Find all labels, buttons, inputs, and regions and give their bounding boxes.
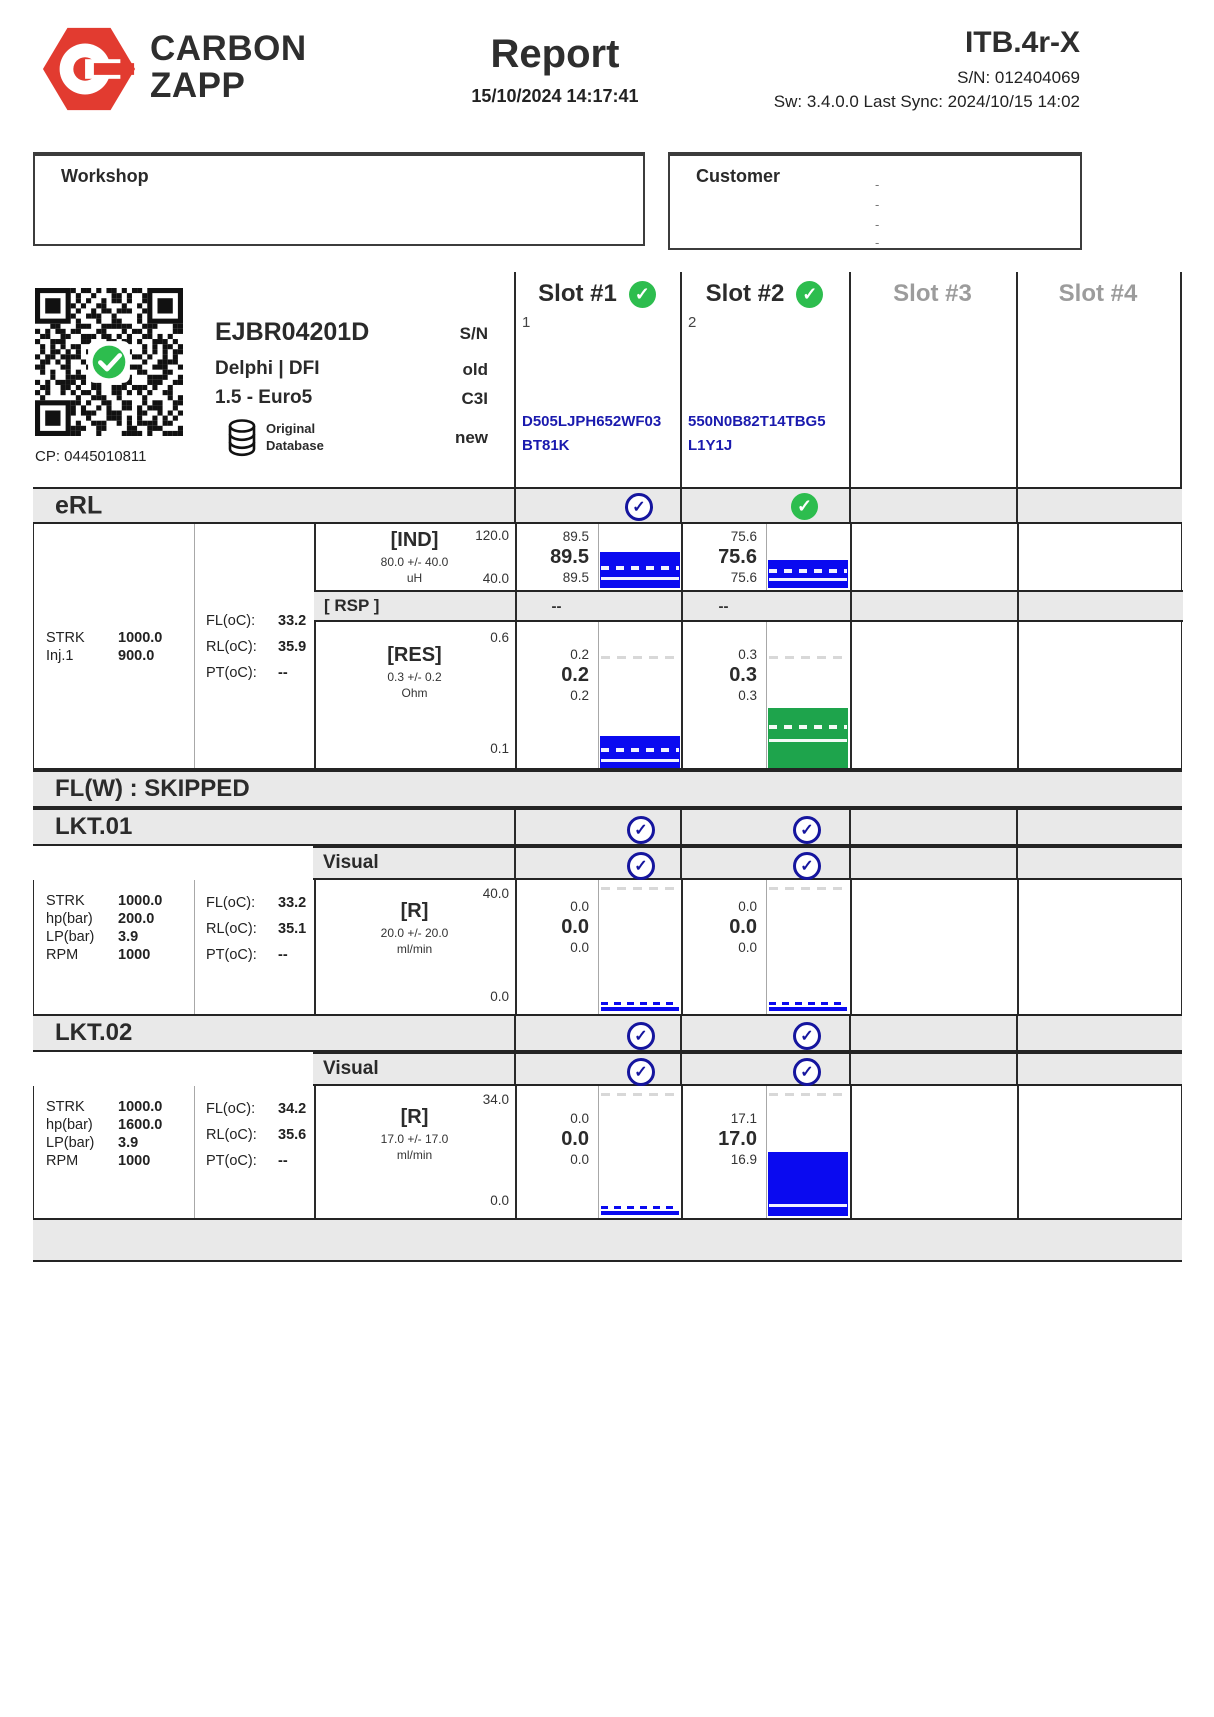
lkt02-visual-label: Visual [323,1058,379,1079]
check-icon: ✓ [796,281,823,308]
customer-label: Customer [696,166,781,186]
slot1-index: 1 [522,314,531,331]
divider [766,524,767,768]
lkt02-r-label: [R] [400,1106,429,1128]
divider [849,810,851,844]
lkt01-stroke-params: STRK 1000.0 hp(bar) 200.0 LP(bar) 3.9 RPM 1000 [46,893,163,963]
rsp-band [314,590,1183,622]
check-icon: ✓ [627,1022,655,1050]
lkt02-temp-params: FL(oC): 34.2 RL(oC): 35.6 PT(oC): -- [206,1101,307,1169]
divider [514,810,516,844]
check-icon: ✓ [793,816,821,844]
res-label: [RES] [387,644,442,666]
divider [680,810,682,844]
rsp-label: [ RSP ] [324,596,380,615]
lkt01-r-scale-min: 0.0 [490,989,509,1004]
divider [598,880,599,1014]
section-flw-title: FL(W) : SKIPPED [55,775,250,802]
divider [850,880,852,1014]
divider [1016,489,1018,522]
customer-field-mark: - [875,197,880,212]
database-icon [226,418,258,458]
lkt02-slot1-values: 0.0 0.0 0.0 [561,1111,589,1167]
slot3-header: Slot #3 [893,280,972,307]
divider [598,1086,599,1218]
lkt01-slot1-values: 0.0 0.0 0.0 [561,899,589,955]
lkt01-slot2-values: 0.0 0.0 0.0 [729,899,757,955]
divider [1016,1016,1018,1050]
lkt01-visual-label: Visual [323,852,379,873]
lkt01-temp-params: FL(oC): 33.2 RL(oC): 35.1 PT(oC): -- [206,895,307,963]
res-scale-min: 0.1 [490,741,509,756]
slot1-header: Slot #1 ✓ [514,280,680,308]
check-icon: ✓ [627,816,655,844]
divider [1016,848,1018,878]
ind-unit: uH [406,571,423,585]
res-scale-max: 0.6 [490,630,509,645]
section-lkt02-title: LKT.02 [55,1019,133,1046]
report-datetime: 15/10/2024 14:17:41 [471,86,639,106]
section-erl-title: eRL [55,491,103,519]
lkt02-visual-band [313,1052,1182,1086]
section-lkt01-title: LKT.01 [55,813,133,840]
ind-scale-max: 120.0 [475,528,509,543]
footer-band [33,1218,1182,1262]
section-lkt02-header [33,1014,1182,1052]
erl-measurements [33,524,1182,770]
divider [766,1086,767,1218]
customer-field-mark: - [875,217,880,232]
database-label: Original Database [266,421,324,453]
injector-code: EJBR04201D [215,318,370,346]
ind-slot1-values: 89.5 89.5 89.5 [550,529,589,585]
divider [1017,524,1019,768]
divider [849,1054,851,1084]
device-serial: S/N: 012404069 [957,68,1080,87]
divider [766,880,767,1014]
lkt02-r-scale-max: 34.0 [482,1092,509,1107]
customer-box [668,152,1082,250]
lkt02-r-spec-cell [314,1086,515,1218]
divider [850,524,852,768]
lkt02-r-tolerance: 17.0 +/- 17.0 [380,1132,449,1146]
ind-slot2-values: 75.6 75.6 75.6 [718,529,757,585]
row-label-sn: S/N [459,324,488,343]
slot1-injector-id: D505LJPH652WF03 BT81K [522,413,662,454]
check-icon: ✓ [793,852,821,880]
divider [1017,592,1019,620]
check-icon: ✓ [627,852,655,880]
slot2-injector-id: 550N0B82T14TBG5 L1Y1J [688,413,826,454]
device-info-block [774,26,1080,112]
customer-field-mark: - [875,235,880,250]
lkt01-r-scale-max: 40.0 [482,886,509,901]
divider [1016,1054,1018,1084]
lkt01-slot1-bar [600,882,680,1012]
lkt01-r-spec-cell [314,880,515,1014]
ind-label: [IND] [390,529,439,551]
divider [514,848,516,878]
lkt01-slot2-bar [768,882,848,1012]
check-icon: ✓ [625,493,653,521]
divider [680,1054,682,1084]
qr-code [35,288,183,436]
injector-class: 1.5 - Euro5 [215,387,313,408]
injector-slots-block [33,272,1182,487]
slot2-header: Slot #2 ✓ [680,280,849,308]
section-lkt01-header [33,808,1182,846]
customer-field-mark: - [875,177,880,192]
device-software: Sw: 3.4.0.0 Last Sync: 2024/10/15 14:02 [773,92,1080,111]
ind-scale-min: 40.0 [482,571,509,586]
divider [514,1054,516,1084]
lkt02-r-scale-min: 0.0 [490,1193,509,1208]
lkt01-r-tolerance: 20.0 +/- 20.0 [380,926,449,940]
res-slot2-values: 0.3 0.3 0.3 [729,647,757,703]
divider [514,1016,516,1050]
check-icon: ✓ [791,493,818,520]
divider [850,592,852,620]
carbonzapp-logo-icon [38,20,140,118]
res-spec-cell [314,622,515,770]
brand-line-2: ZAPP [150,66,246,105]
divider [514,489,516,522]
workshop-label: Workshop [61,166,149,186]
erl-temp-params: FL(oC): 33.2 RL(oC): 35.9 PT(oC): -- [206,613,307,681]
divider [1016,810,1018,844]
device-model: ITB.4r-X [964,26,1080,59]
page-title: Report [490,32,620,76]
divider [680,848,682,878]
slot4-header: Slot #4 [1058,280,1138,307]
brand-text [150,30,307,104]
divider [1017,1086,1019,1218]
rsp-slot1-value: -- [551,598,562,615]
lkt02-slot2-values: 17.1 17.0 16.9 [718,1111,757,1167]
ind-tolerance: 80.0 +/- 40.0 [380,555,449,569]
report-title-block [405,32,705,107]
lkt02-slot1-bar [600,1088,680,1216]
check-icon: ✓ [793,1022,821,1050]
res-slot1-values: 0.2 0.2 0.2 [561,647,589,703]
section-erl-header [33,487,1182,524]
res-slot1-bar [600,624,680,768]
divider [1017,880,1019,1014]
res-tolerance: 0.3 +/- 0.2 [387,670,442,684]
check-icon: ✓ [793,1058,821,1086]
divider [849,1016,851,1050]
lkt02-measurements [33,1086,1182,1218]
lkt01-r-label: [R] [400,900,429,922]
erl-stroke-params: STRK 1000.0 Inj.1 900.0 [46,630,163,664]
slot2-index: 2 [688,314,697,331]
divider [680,489,682,522]
ind-slot1-bar [600,526,680,588]
row-label-new: new [454,428,488,447]
lkt02-slot2-bar [768,1088,848,1216]
lkt02-stroke-params: STRK 1000.0 hp(bar) 1600.0 LP(bar) 3.9 RPM 1000 [46,1099,163,1169]
divider [849,848,851,878]
check-icon: ✓ [629,281,656,308]
section-flw-header [33,770,1182,808]
injector-brand: Delphi | DFI [215,358,320,379]
check-icon: ✓ [627,1058,655,1086]
res-unit: Ohm [401,686,428,700]
row-label-old: old [462,360,488,379]
lkt01-visual-band [313,846,1182,880]
res-slot2-bar [768,624,848,768]
brand-line-1: CARBON [150,29,307,68]
qr-caption: CP: 0445010811 [35,448,147,465]
row-label-c3i: C3I [461,389,488,408]
divider [850,1086,852,1218]
divider [1180,272,1182,487]
lkt01-measurements [33,880,1182,1014]
ind-spec-cell [314,524,515,590]
divider [849,489,851,522]
lkt02-r-unit: ml/min [396,1148,433,1162]
workshop-box [33,152,645,246]
rsp-slot2-value: -- [718,598,729,615]
lkt01-r-unit: ml/min [396,942,433,956]
divider [680,1016,682,1050]
divider [598,524,599,768]
ind-slot2-bar [768,526,848,588]
